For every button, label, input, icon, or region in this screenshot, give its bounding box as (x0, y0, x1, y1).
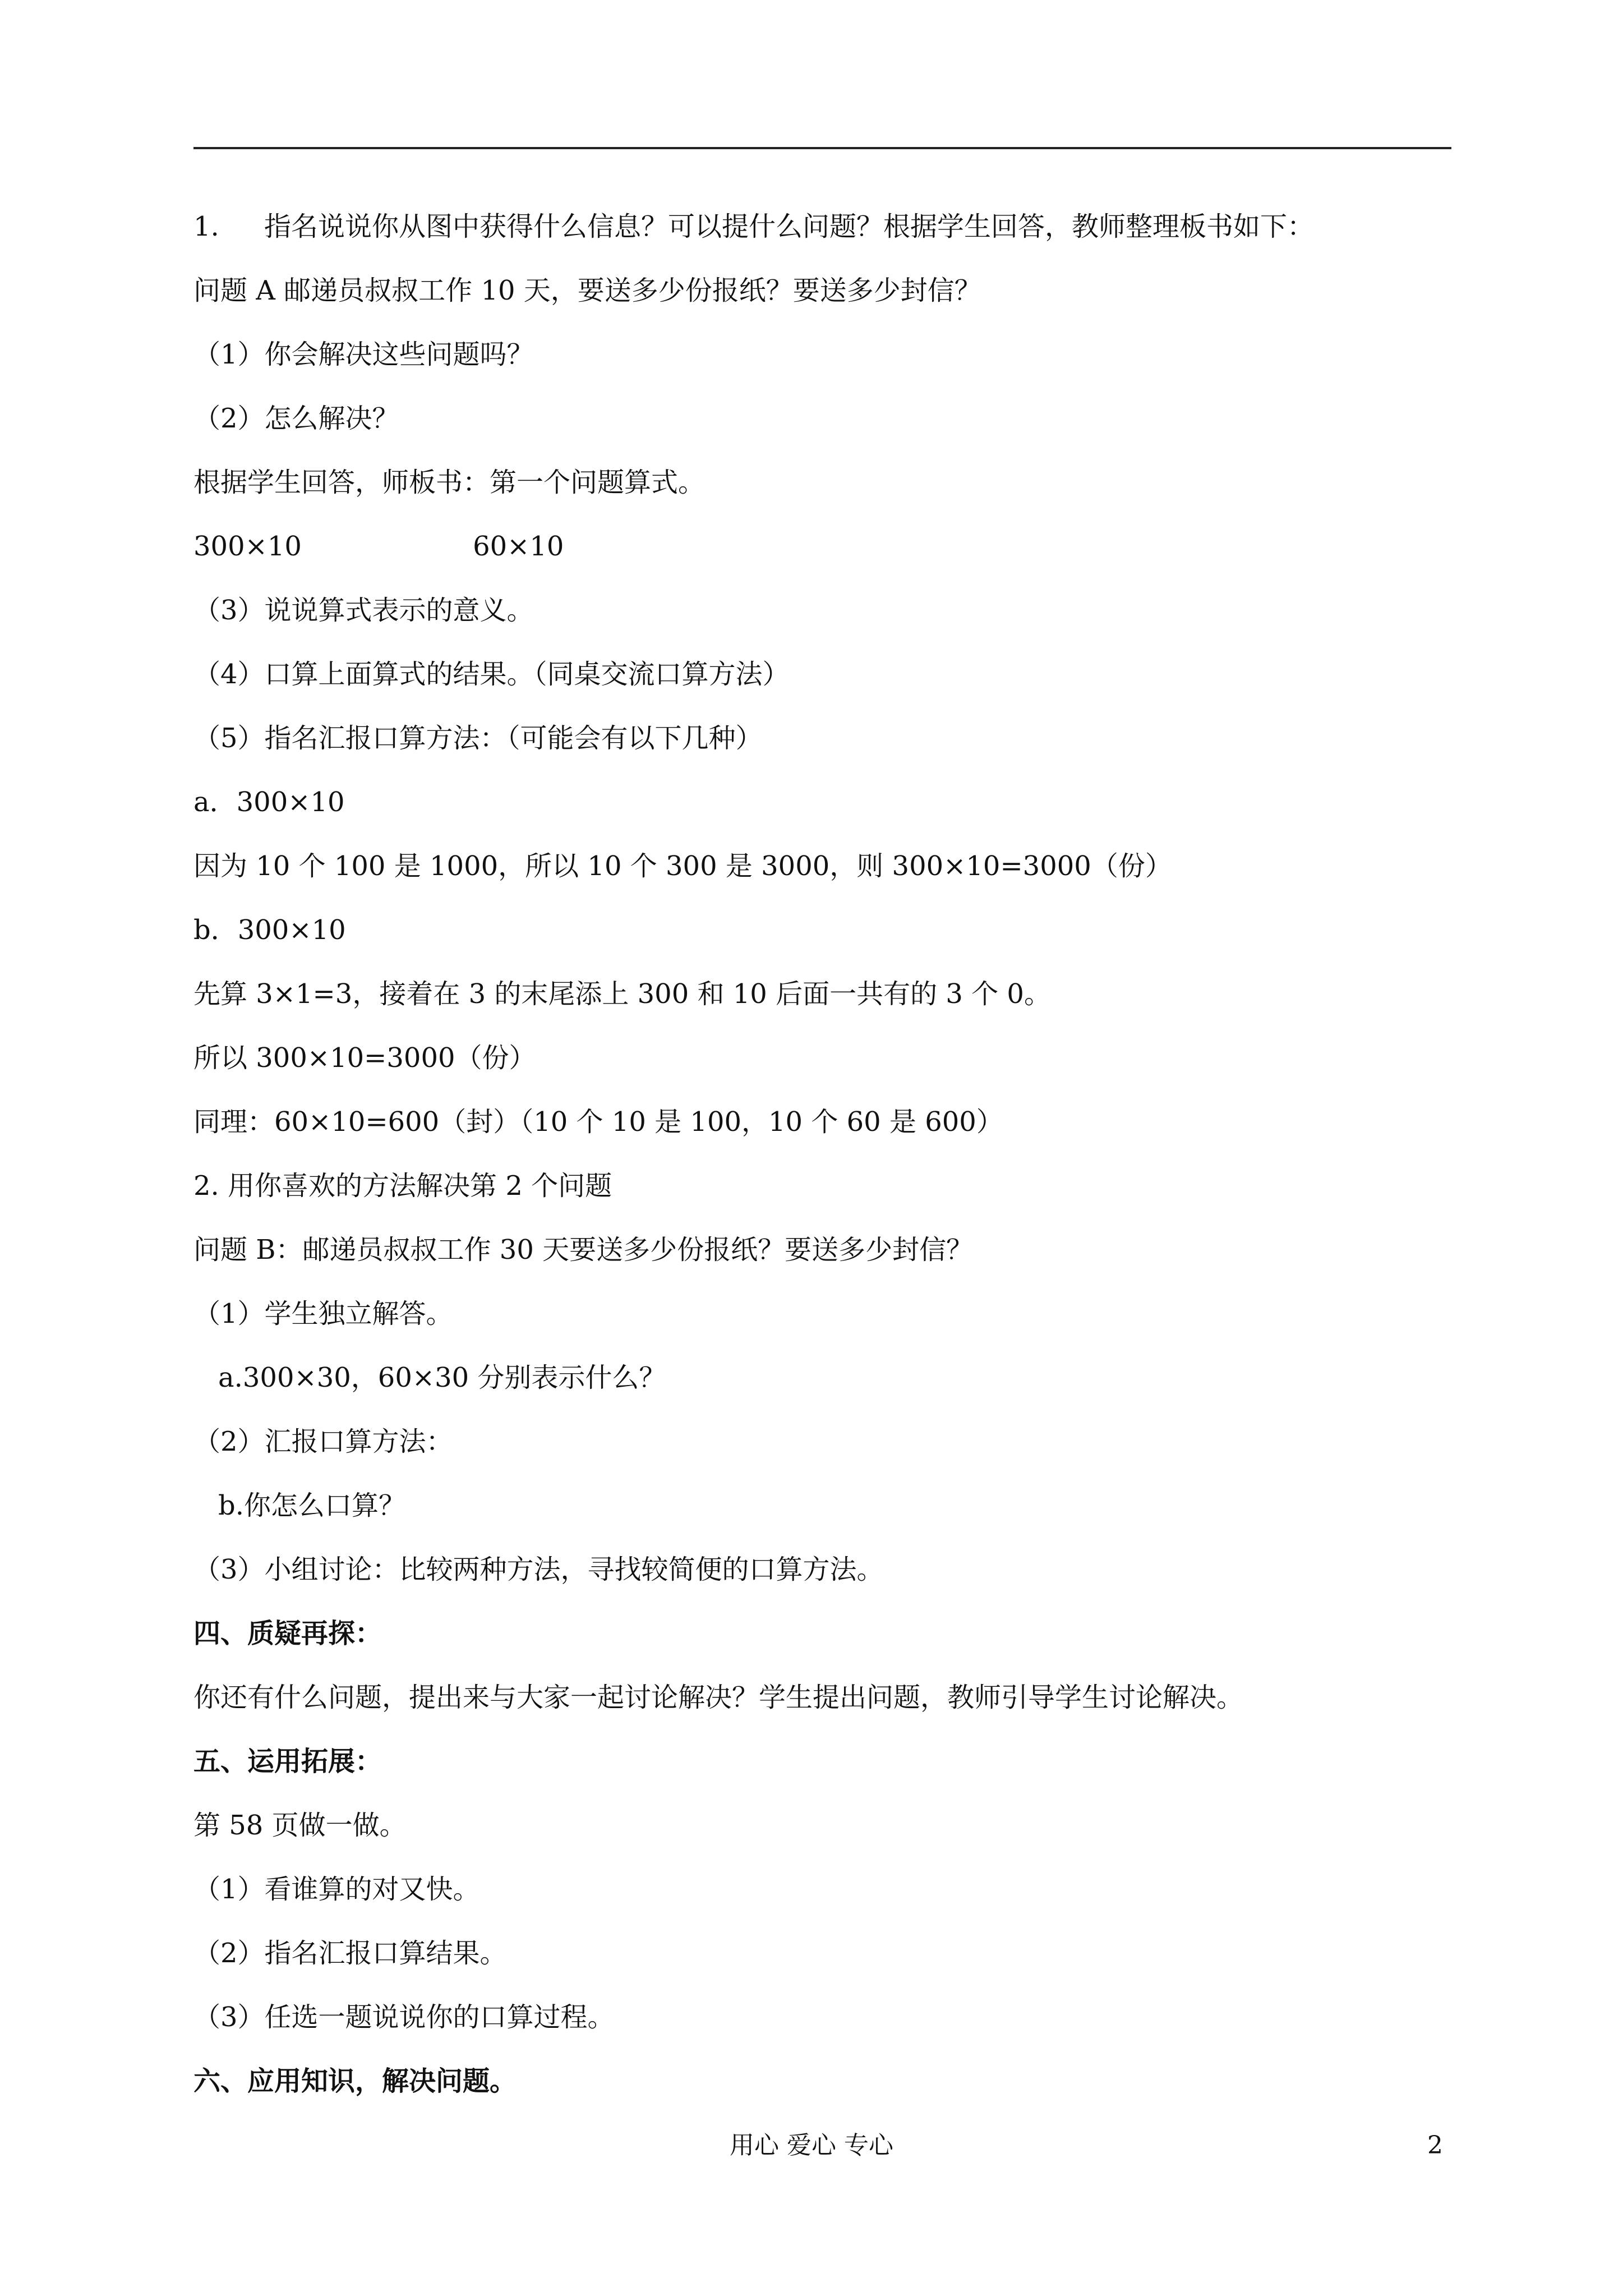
line-text: （3）小组讨论：比较两种方法，寻找较简便的口算方法。 (193, 1554, 884, 1585)
text-line (193, 273, 1461, 337)
text-line (193, 1871, 1461, 1935)
line-text: 问题 A 邮递员叔叔工作 10 天，要送多少份报纸？要送多少封信？ (193, 275, 981, 306)
line-text: 因为 10 个 100 是 1000，所以 10 个 300 是 3000，则 300×10=3000（份） (193, 850, 1172, 882)
text-line (193, 464, 1461, 528)
line-text: a.300×30，60×30 分别表示什么？ (218, 1362, 666, 1393)
text-line (193, 976, 1461, 1040)
text-line (193, 1168, 1461, 1232)
text-line (193, 1104, 1461, 1168)
text-line (193, 1680, 1461, 1743)
line-text: 六、应用知识，解决问题。 (193, 2065, 517, 2097)
section-heading (193, 1743, 1461, 1807)
line-text: （2）汇报口算方法： (193, 1426, 453, 1457)
text-line (193, 592, 1461, 656)
document-body (193, 209, 1461, 2127)
text-line (193, 401, 1461, 464)
line-text: 同理：60×10=600（封）（10 个 10 是 100，10 个 60 是 600） (193, 1106, 1003, 1138)
text-line (193, 1999, 1461, 2063)
line-text: （1）你会解决这些问题吗？ (193, 339, 534, 370)
text-line (193, 1424, 1461, 1488)
text-line (193, 209, 1461, 273)
text-line (193, 720, 1461, 784)
text-line (193, 1935, 1461, 1999)
line-text: b．300×10 (193, 914, 346, 946)
text-line (193, 1552, 1461, 1616)
text-line (193, 1488, 1461, 1552)
line-text: 指名说说你从图中获得什么信息？可以提什么问题？根据学生回答，教师整理板书如下： (264, 211, 1315, 242)
page-footer: 用心 爱心 专心 (730, 2131, 893, 2160)
page-number: 2 (1427, 2131, 1443, 2160)
text-line (193, 1296, 1461, 1360)
text-line (193, 1360, 1461, 1424)
text-line (193, 1807, 1461, 1871)
line-text: （2）指名汇报口算结果。 (193, 1938, 507, 1969)
line-text: （1）看谁算的对又快。 (193, 1874, 480, 1905)
line-text: 四、质疑再探： (193, 1618, 382, 1649)
line-text: （3）说说算式表示的意义。 (193, 595, 534, 626)
list-number: 1. (193, 211, 219, 242)
text-line (193, 912, 1461, 976)
line-text: 2. 用你喜欢的方法解决第 2 个问题 (193, 1170, 612, 1202)
text-line (193, 784, 1461, 848)
header-rule (193, 147, 1451, 149)
section-heading (193, 1616, 1461, 1680)
line-text: 根据学生回答，师板书：第一个问题算式。 (193, 467, 706, 498)
text-line (193, 1232, 1461, 1296)
text-line (193, 848, 1461, 912)
line-text: （3）任选一题说说你的口算过程。 (193, 2001, 615, 2033)
line-text: 第 58 页做一做。 (193, 1810, 407, 1841)
line-text: 五、运用拓展： (193, 1746, 382, 1777)
line-text: 问题 B：邮递员叔叔工作 30 天要送多少份报纸？要送多少封信？ (193, 1234, 974, 1266)
section-heading (193, 2063, 1461, 2127)
line-text: b.你怎么口算？ (218, 1490, 405, 1521)
line-text: 所以 300×10=3000（份） (193, 1042, 536, 1074)
line-text: 你还有什么问题，提出来与大家一起讨论解决？学生提出问题，教师引导学生讨论解决。 (193, 1682, 1244, 1713)
line-text: （2）怎么解决？ (193, 403, 399, 434)
text-line (193, 656, 1461, 720)
text-line (193, 1040, 1461, 1104)
line-text: a．300×10 (193, 786, 345, 818)
text-line (193, 528, 1461, 592)
line-text: （1）学生独立解答。 (193, 1298, 453, 1329)
line-text: 先算 3×1=3，接着在 3 的末尾添上 300 和 10 后面一共有的 3 个 0。 (193, 978, 1051, 1010)
line-text: （5）指名汇报口算方法：（可能会有以下几种） (193, 723, 763, 754)
text-line (193, 337, 1461, 401)
line-text: （4）口算上面算式的结果。（同桌交流口算方法） (193, 659, 790, 690)
line-text: 300×10 60×10 (193, 531, 564, 562)
